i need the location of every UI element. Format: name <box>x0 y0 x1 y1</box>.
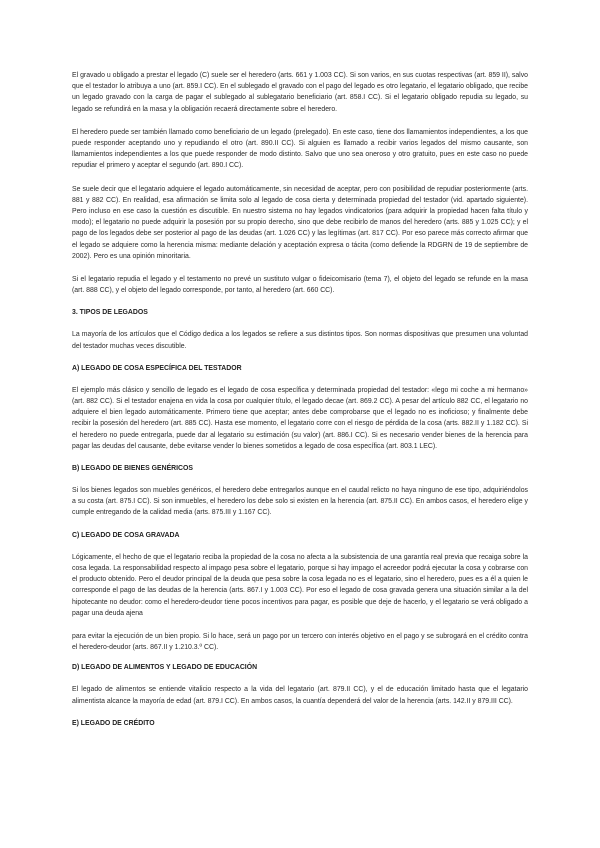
paragraph-bienes-genericos: Si los bienes legados son muebles genéricos, el heredero debe entregarlos aunque en el caudal relicto no haya ninguno de ese tipo, adquiriéndolos a su costa (art. 875.I CC). Si son inmuebles, el heredero los debe solo si existen en la herencia (art. 875.II CC). En ambos casos, el heredero elige y cumple entregando de la calidad media (arts. 875.III y 1.167 CC). <box>72 487 528 517</box>
section-heading-tipos: 3. TIPOS DE LEGADOS <box>72 309 148 317</box>
paragraph-cosa-gravada-cont: para evitar la ejecución de un bien propio. Si lo hace, será un pago por un tercero con interés objetivo en el pago y se subrogará en el crédito contra el heredero-deudor (arts. 867.II y 1.210.3.º CC). <box>72 632 528 652</box>
subheading-bienes-genericos: B) LEGADO DE BIENES GENÉRICOS <box>72 465 193 473</box>
subheading-alimentos: D) LEGADO DE ALIMENTOS Y LEGADO DE EDUCACIÓN <box>72 664 258 672</box>
paragraph-gravado: El gravado u obligado a prestar el legado (C) suele ser el heredero (arts. 661 y 1.003 CC). Si son varios, en sus cuotas respectivas (art. 859 II), salvo que el testador lo atribuya a uno (art. 859.I CC). En el sublegado el gravado con el pago del legado es otro legatario, el legatario obligado, que recibe un legado gravado con la carga de pagar el sublegado al sublegatario beneficiario (art. 858.I CC). Si el legatario obligado repudia su legado, su legado se refundirá en la masa y la obligación recaerá directamente sobre el heredero. <box>72 72 528 113</box>
subheading-cosa-especifica: A) LEGADO DE COSA ESPECÍFICA DEL TESTADOR <box>72 364 242 372</box>
paragraph-adquisicion: Se suele decir que el legatario adquiere el legado automáticamente, sin necesidad de aceptar, pero con posibilidad de repudiar posteriormente (arts. 881 y 882 CC). En realidad, esa afirmación se limita solo al legado de cosa cierta y determinada propiedad del testador (vid. apartado siguiente). Pero incluso en ese caso la cuestión es discutible. En nuestro sistema no hay legados vindicatorios (para adquirir la propiedad hacen falta título y modo); el legatario no puede adquirir la posesión por su propio derecho, sino que debe recibirlo de manos del heredero (arts. 885 y 1.025 CC); y el pago de los legados debe ser posterior al pago de las deudas (art. 1.026 CC) y las legítimas (art. 817 CC). Por eso parece más correcto afirmar que el legado se adquiere como la herencia misma: mediante delación y aceptación expresa o tácita (como defiende la RDGRN de 19 de septiembre de 2002). Pero es una opinión minoritaria. <box>72 185 528 260</box>
paragraph-tipos-intro: La mayoría de los artículos que el Código dedica a los legados se refiere a sus distintos tipos. Son normas dispositivas que presumen una voluntad del testador muchas veces discutible. <box>72 331 528 350</box>
subheading-cosa-gravada: C) LEGADO DE COSA GRAVADA <box>72 531 180 539</box>
paragraph-alimentos: El legado de alimentos se entiende vitalicio respecto a la vida del legatario (art. 879.II CC), y el de educación limitado hasta que el legatario alimentista alcance la mayoría de edad (art. 879.I CC). En ambos casos, la cuantía dependerá del valor de la herencia (arts. 142.II y 879.III CC). <box>72 686 528 705</box>
paragraph-repudiacion: Si el legatario repudia el legado y el testamento no prevé un sustituto vulgar o fideicomisario (tema 7), el objeto del legado se refunde en la masa (art. 888 CC), y el objeto del legado corresponde, por tanto, al heredero (art. 660 CC). <box>72 276 528 295</box>
subheading-credito: E) LEGADO DE CRÉDITO <box>72 719 155 727</box>
paragraph-cosa-gravada: Lógicamente, el hecho de que el legatario reciba la propiedad de la cosa no afecta a la subsistencia de una garantía real previa que recaiga sobre la cosa legada. La responsabilidad respecto al impago pesa sobre el legatario, porque si hay impago el acreedor podrá ejecutar la cosa y cobrarse con el producto obtenido. Pero el deudor principal de la deuda que pesa sobre la cosa legada no es el legatario, sino el heredero, pues es a él a quien le corresponde el pago de las deudas de la herencia (arts. 867.I y 1.003 CC). Por eso el legado de cosa gravada genera una situación similar a la del hipotecante no deudor: como el heredero-deudor tiene pocos incentivos para pagar, es posible que deje de hacerlo, y el legatario se verá obligado a pagar una deuda ajena <box>72 553 528 617</box>
paragraph-prelegado: El heredero puede ser también llamado como beneficiario de un legado (prelegado). En este caso, tiene dos llamamientos independientes, a los que puede responder aceptando uno y repudiando el otro (art. 890.II CC). Si alguien es llamado a recibir varios legados del mismo causante, son llamamientos independientes a los que puede responder de modo distinto. Salvo que uno sea oneroso y otro gratuito, pues en este caso no puede repudiar el primero y aceptar el segundo (art. 890.I CC). <box>72 128 528 170</box>
paragraph-cosa-especifica: El ejemplo más clásico y sencillo de legado es el legado de cosa específica y determinada propiedad del testador: «lego mi coche a mi hermano» (art. 882 CC). Si el testador enajena en vida la cosa por cualquier título, el legado decae (art. 869.2 CC). A pesar del artículo 882 CC, el legatario no adquiere el bien legado automáticamente. Primero tiene que aceptar; antes debe comprobarse que el legado no es inoficioso; y finalmente debe recibir la posesión del heredero (art. 885 CC). Hasta ese momento, el legatario corre con el riesgo de pérdida de la cosa (arts. 882.II y 1.182 CC). Si el heredero no puede entregarla, puede dar al legatario su estimación (su valor) (art. 886.I CC). Si es necesario vender bienes de la herencia para pagar las deudas del causante, debe evitarse vender lo bienes sometidos a legado de cosa específica (art. 803.1 LEC). <box>72 386 528 450</box>
